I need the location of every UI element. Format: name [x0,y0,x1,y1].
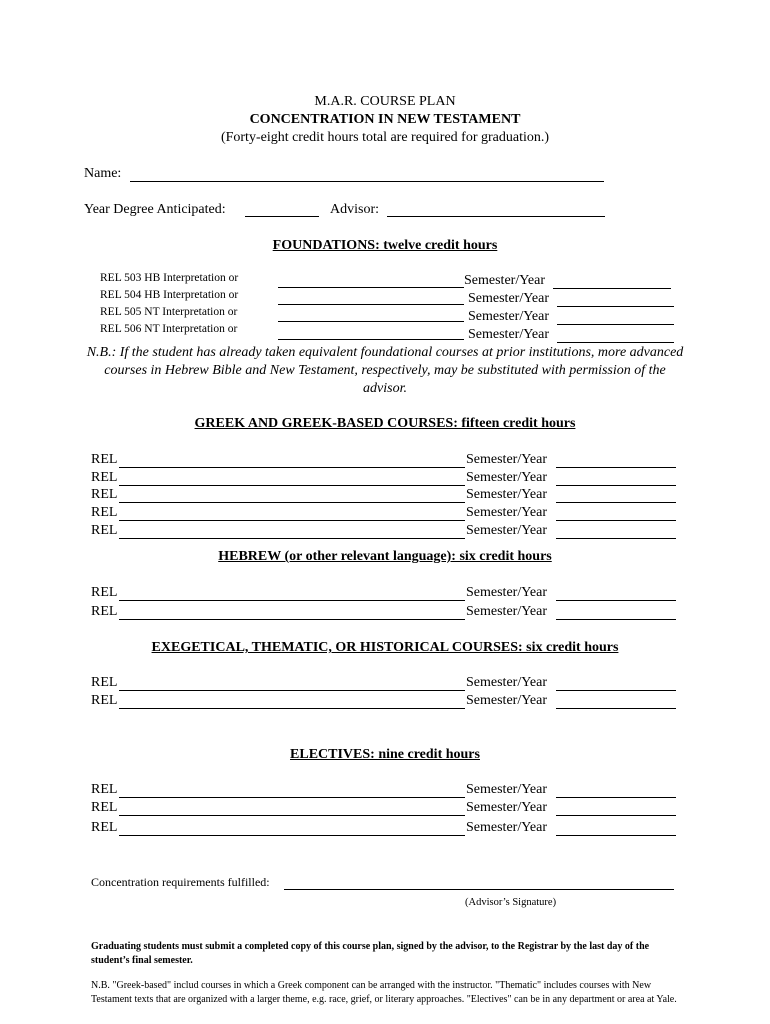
semester-line[interactable] [556,520,676,521]
course-line[interactable] [119,485,465,486]
semester-line[interactable] [556,600,676,601]
exegetical-heading: EXEGETICAL, THEMATIC, OR HISTORICAL COURSES: six credit hours [151,640,619,655]
semester-label: Semester/Year [466,604,548,619]
rel-label: REL [91,604,118,619]
foundations-note: N.B.: If the student has already taken equivalent foundational courses at prior institutions, more advanced courses in Hebrew Bible and New Testament, respectively, may be substituted with permission of the advisor. [86,345,684,396]
form-credit-note: (Forty-eight credit hours total are required for graduation.) [220,130,550,145]
course-line[interactable] [119,538,465,539]
rel-label: REL [91,693,118,708]
signature-label: Concentration requirements fulfilled: [91,875,270,889]
semester-label: Semester/Year [468,309,550,324]
semester-label: Semester/Year [468,327,550,342]
hebrew-heading: HEBREW (or other relevant language): six credit hours [218,549,552,564]
semester-label: Semester/Year [466,693,548,708]
rel-label: REL [91,782,118,797]
course-line[interactable] [119,690,465,691]
foundation-line[interactable] [278,321,464,322]
rel-label: REL [91,675,118,690]
course-line[interactable] [119,619,465,620]
semester-label: Semester/Year [464,273,546,288]
course-line[interactable] [119,467,465,468]
year-line[interactable] [245,216,319,217]
semester-line[interactable] [556,485,676,486]
form-title: M.A.R. COURSE PLAN [314,94,456,109]
foundations-heading: FOUNDATIONS: twelve credit hours [272,238,498,253]
semester-line[interactable] [556,708,676,709]
greek-heading: GREEK AND GREEK-BASED COURSES: fifteen credit hours [194,416,576,431]
name-field[interactable] [84,166,121,182]
definitions-note: N.B. "Greek-based" includ courses in which a Greek component can be arranged with the instructor. "Thematic" includes courses with New Testament texts that are organized with a larger theme, e.g. race, grief, or literary approaches. "Electives" can be in any department or area at Yale. [91,980,677,1005]
semester-line[interactable] [557,306,674,307]
name-label: Name: [84,166,122,181]
semester-line[interactable] [556,538,676,539]
foundation-line[interactable] [278,304,464,305]
foundation-line[interactable] [278,339,464,340]
advisor-line[interactable] [387,216,605,217]
semester-label: Semester/Year [468,291,550,306]
semester-label: Semester/Year [466,452,548,467]
rel-label: REL [91,585,118,600]
rel-label: REL [91,800,118,815]
rel-label: REL [91,820,118,835]
foundation-course-504: REL 504 HB Interpretation or [100,289,239,301]
foundation-course-506: REL 506 NT Interpretation or [100,323,238,335]
foundation-course-505: REL 505 NT Interpretation or [100,306,238,318]
year-label: Year Degree Anticipated: [84,202,226,217]
semester-line[interactable] [556,797,676,798]
advisor-field[interactable] [330,202,379,218]
semester-line[interactable] [556,815,676,816]
semester-label: Semester/Year [466,505,548,520]
semester-label: Semester/Year [466,487,548,502]
semester-line[interactable] [556,619,676,620]
rel-label: REL [91,470,118,485]
form-subtitle: CONCENTRATION IN NEW TESTAMENT [249,112,521,127]
advisor-label: Advisor: [330,202,379,217]
electives-heading: ELECTIVES: nine credit hours [290,747,480,762]
foundation-course-503: REL 503 HB Interpretation or [100,272,239,284]
rel-label: REL [91,452,118,467]
semester-label: Semester/Year [466,470,548,485]
course-line[interactable] [119,502,465,503]
course-line[interactable] [119,797,465,798]
semester-line[interactable] [557,342,674,343]
semester-line[interactable] [556,467,676,468]
rel-label: REL [91,523,118,538]
semester-line[interactable] [556,690,676,691]
semester-label: Semester/Year [466,782,548,797]
signature-line[interactable] [284,889,674,890]
semester-label: Semester/Year [466,585,548,600]
semester-label: Semester/Year [466,820,548,835]
rel-label: REL [91,487,118,502]
course-line[interactable] [119,815,465,816]
foundation-line[interactable] [278,287,464,288]
semester-label: Semester/Year [466,523,548,538]
semester-line[interactable] [556,502,676,503]
course-line[interactable] [119,835,465,836]
semester-label: Semester/Year [466,800,548,815]
semester-line[interactable] [557,324,674,325]
course-line[interactable] [119,708,465,709]
semester-label: Semester/Year [466,675,548,690]
year-field[interactable] [84,202,226,218]
semester-line[interactable] [556,835,676,836]
name-line[interactable] [130,181,604,182]
rel-label: REL [91,505,118,520]
semester-line[interactable] [553,288,671,289]
signature-caption: (Advisor’s Signature) [465,897,557,908]
submission-note: Graduating students must submit a completed copy of this course plan, signed by the advisor, to the Registrar by the last day of the student’s final semester. [91,941,650,966]
course-line[interactable] [119,600,465,601]
course-line[interactable] [119,520,465,521]
